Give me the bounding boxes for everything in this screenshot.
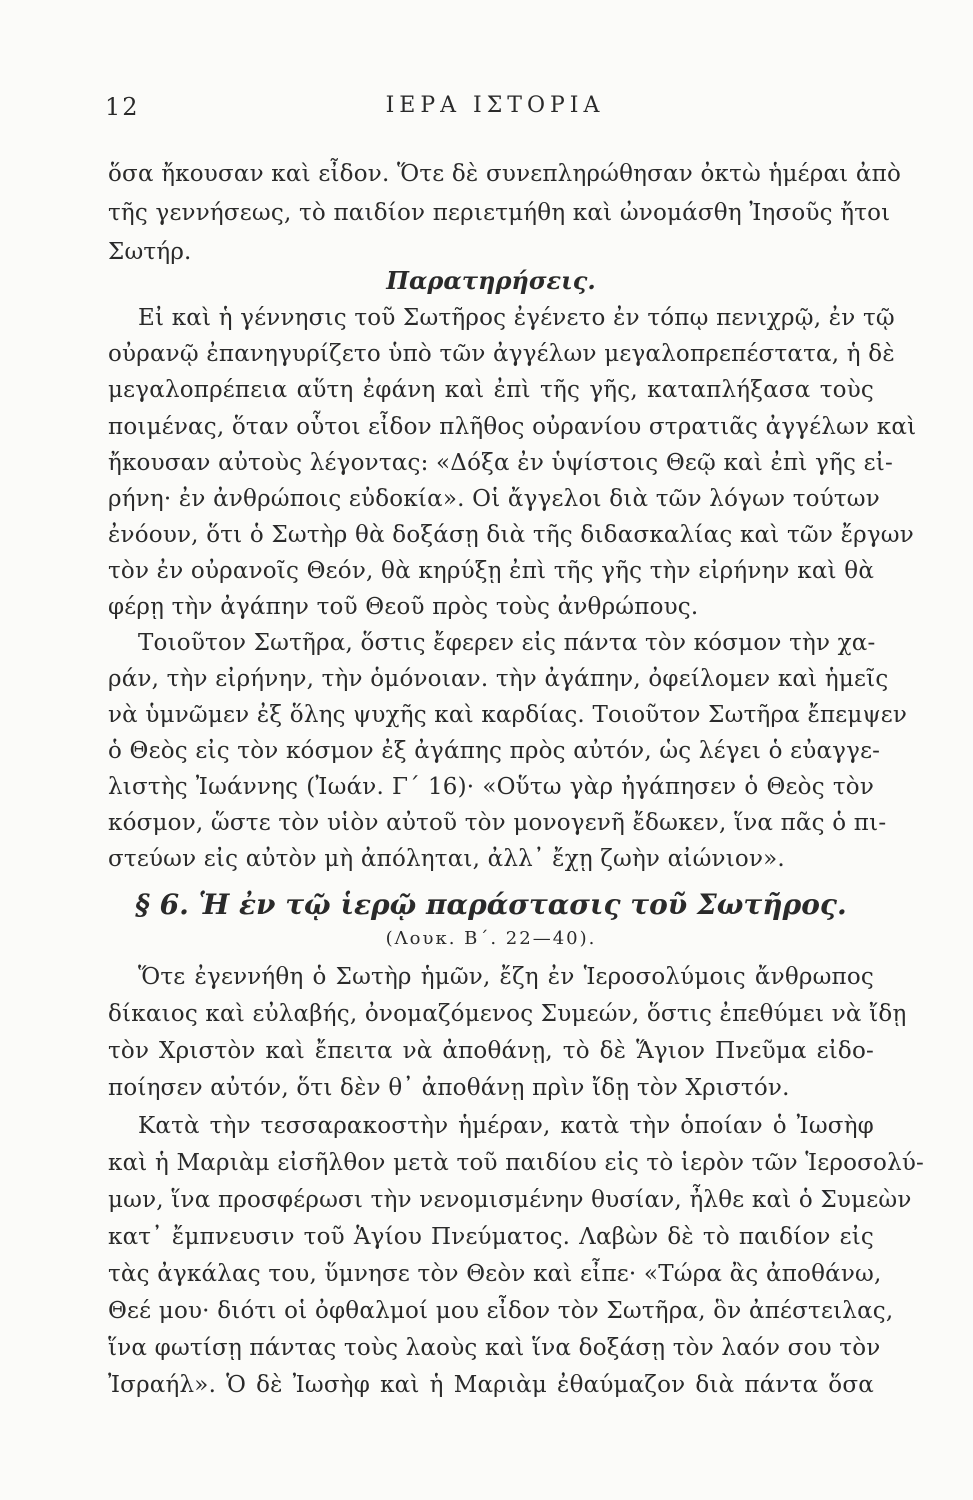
- scripture-reference: (Λουκ. Β΄. 22—40).: [385, 928, 597, 949]
- text-line: δίκαιος καὶ εὐλαβής, ὀνομαζόμενος Συμεών, ὅστις ἐπεθύμει νὰ ἴδῃ: [108, 1001, 907, 1027]
- text-line: Ἰσραήλ». Ὁ δὲ Ἰωσὴφ καὶ ἡ Μαριὰμ ἐθαύμαζον διὰ πάντα ὅσα: [108, 1372, 874, 1398]
- text-line: κατ᾽ ἔμπνευσιν τοῦ Ἁγίου Πνεύματος. Λαβὼν δὲ τὸ παιδίον εἰς: [108, 1224, 874, 1250]
- observations-title: Παρατηρήσεις.: [386, 266, 596, 295]
- text-line: τὸν ἐν οὐρανοῖς Θεόν, θὰ κηρύξῃ ἐπὶ τῆς γῆς τὴν εἰρήνην καὶ θὰ: [108, 558, 875, 584]
- text-line: τὰς ἀγκάλας του, ὕμνησε τὸν Θεὸν καὶ εἶπε· «Τώρα ἂς ἀποθάνω,: [108, 1261, 882, 1287]
- text-line: Σωτήρ.: [108, 239, 192, 265]
- text-line: ὁ Θεὸς εἰς τὸν κόσμον ἐξ ἀγάπης πρὸς αὐτόν, ὡς λέγει ὁ εὐαγγε-: [108, 738, 881, 764]
- text-line: ὅσα ἤκουσαν καὶ εἶδον. Ὅτε δὲ συνεπληρώθησαν ὀκτὼ ἡμέραι ἀπὸ: [108, 161, 902, 187]
- text-line: ἤκουσαν αὐτοὺς λέγοντας: «Δόξα ἐν ὑψίστοις Θεῷ καὶ ἐπὶ γῆς εἰ-: [108, 450, 893, 476]
- text-line: μων, ἵνα προσφέρωσι τὴν νενομισμένην θυσίαν, ἦλθε καὶ ὁ Συμεὼν: [108, 1187, 912, 1213]
- running-title: ΙΕΡΑ ΙΣΤΟΡΙΑ: [385, 93, 605, 118]
- text-line: τὸν Χριστὸν καὶ ἔπειτα νὰ ἀποθάνῃ, τὸ δὲ Ἅγιον Πνεῦμα εἰδο-: [108, 1038, 874, 1064]
- text-line: Ὅτε ἐγεννήθη ὁ Σωτὴρ ἡμῶν, ἔζη ἐν Ἱεροσολύμοις ἄνθρωπος: [138, 964, 874, 990]
- text-line: Εἰ καὶ ἡ γέννησις τοῦ Σωτῆρος ἐγένετο ἐν τόπῳ πενιχρῷ, ἐν τῷ: [138, 305, 895, 331]
- text-line: καὶ ἡ Μαριὰμ εἰσῆλθον μετὰ τοῦ παιδίου εἰς τὸ ἱερὸν τῶν Ἱεροσολύ-: [108, 1150, 925, 1176]
- text-line: τῆς γεννήσεως, τὸ παιδίον περιετμήθη καὶ ὠνομάσθη Ἰησοῦς ἤτοι: [108, 200, 891, 226]
- page-number: 12: [105, 93, 140, 121]
- text-line: κόσμον, ὥστε τὸν υἱὸν αὐτοῦ τὸν μονογενῆ ἔδωκεν, ἵνα πᾶς ὁ πι-: [108, 810, 887, 836]
- text-line: ποίησεν αὐτόν, ὅτι δὲν θ᾽ ἀποθάνῃ πρὶν ἴδῃ τὸν Χριστόν.: [108, 1075, 790, 1101]
- page-header: [105, 93, 875, 123]
- text-line: οὐρανῷ ἐπανηγυρίζετο ὑπὸ τῶν ἀγγέλων μεγαλοπρεπέστατα, ἡ δὲ: [108, 341, 895, 367]
- text-line: μεγαλοπρέπεια αὕτη ἐφάνη καὶ ἐπὶ τῆς γῆς, καταπλήξασα τοὺς: [108, 377, 874, 403]
- text-line: ποιμένας, ὅταν οὗτοι εἶδον πλῆθος οὐρανίου στρατιᾶς ἀγγέλων καὶ: [108, 414, 917, 440]
- text-line: φέρῃ τὴν ἀγάπην τοῦ Θεοῦ πρὸς τοὺς ἀνθρώπους.: [108, 594, 699, 620]
- text-line: ράν, τὴν εἰρήνην, τὴν ὁμόνοιαν. τὴν ἀγάπην, ὀφείλομεν καὶ ἡμεῖς: [108, 666, 889, 692]
- text-line: Κατὰ τὴν τεσσαρακοστὴν ἡμέραν, κατὰ τὴν ὁποίαν ὁ Ἰωσὴφ: [138, 1113, 874, 1139]
- text-line: νὰ ὑμνῶμεν ἐξ ὅλης ψυχῆς καὶ καρδίας. Τοιοῦτον Σωτῆρα ἔπεμψεν: [108, 702, 908, 728]
- text-line: ρήνη· ἐν ἀνθρώποις εὐδοκία». Οἱ ἄγγελοι διὰ τῶν λόγων τούτων: [108, 486, 880, 512]
- text-line: Τοιοῦτον Σωτῆρα, ὅστις ἔφερεν εἰς πάντα τὸν κόσμον τὴν χα-: [138, 630, 876, 656]
- text-line: Θεέ μου· διότι οἱ ὀφθαλμοί μου εἶδον τὸν Σωτῆρα, ὃν ἀπέστειλας,: [108, 1298, 894, 1324]
- text-line: ἐνόουν, ὅτι ὁ Σωτὴρ θὰ δοξάσῃ διὰ τῆς διδασκαλίας καὶ τῶν ἔργων: [108, 522, 914, 548]
- text-line: λιστὴς Ἰωάννης (Ἰωάν. Γ΄ 16)· «Οὕτω γὰρ ἠγάπησεν ὁ Θεὸς τὸν: [108, 774, 874, 800]
- text-line: ἵνα φωτίσῃ πάντας τοὺς λαοὺς καὶ ἵνα δοξάσῃ τὸν λαόν σου τὸν: [108, 1335, 881, 1361]
- text-line: στεύων εἰς αὐτὸν μὴ ἀπόληται, ἀλλ᾽ ἔχῃ ζωὴν αἰώνιον».: [108, 846, 785, 872]
- section-heading: § 6. Ἡ ἐν τῷ ἱερῷ παράστασις τοῦ Σωτῆρος.: [135, 888, 847, 921]
